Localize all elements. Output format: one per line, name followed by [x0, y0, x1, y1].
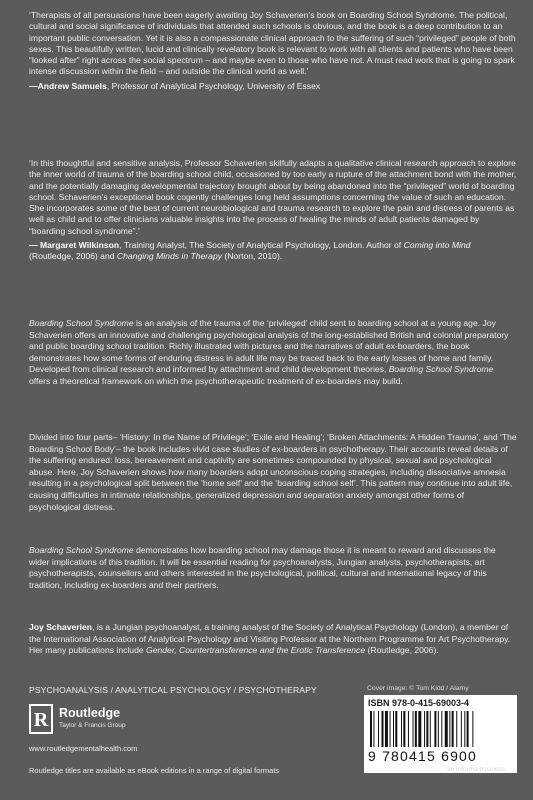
quote-author-role: (Norton, 2010). [222, 251, 283, 262]
quote-attribution [29, 81, 517, 92]
barcode-bar [373, 711, 374, 747]
paragraph-text: (Routledge, 2006). [365, 645, 439, 656]
barcode-bar [449, 711, 450, 747]
publisher-website[interactable]: www.routledgementalhealth.com [29, 744, 138, 753]
barcode-number: 9 780415 6900 [368, 748, 478, 764]
paragraph-text: Divided into four parts– ‘History: In the Name of Privilege’; ‘Exile and Healing’; ‘Broken Attachments: A Hidden Trauma’, and ‘The Boarding School Body’– the book includes vivid case studies of ex-boarders in psychotherapy. Their accounts reveal details of the suffering endured: loss, bereavement and captivity are sometimes compounded by physical, sexual and psychological abuse. Here, Joy Schaverien shows how many boarders adopt unconscious coping strategies, including dissociative amnesia resulting in a psychological split between the ‘home self’ and the ‘boarding school self’. This pattern may continue into adult life, causing difficulties in intimate relationships, generalized depression and separation anxiety amongst other forms of psychological distress. [29, 432, 517, 512]
barcode-bar [461, 711, 462, 747]
barcode-bar [452, 711, 454, 747]
routledge-r-icon [29, 704, 55, 734]
quote-author: —Andrew Samuels [29, 80, 107, 91]
quote-author-role: , Professor of Analytical Psychology, University of Essex [106, 80, 321, 91]
review-quote-samuels [29, 10, 517, 92]
barcode-bar [424, 711, 425, 747]
barcode-bar [464, 711, 465, 747]
barcode-bar [382, 711, 384, 747]
quote-text: ‘In this thoughtful and sensitive analysis, Professor Schaverien skilfully adapts a qualitative clinical research approach to explore the inner world of trauma of the boarding school child, occasioned by too early a rupture of the attachment bond with the mother, and the potentially damaging developmental trajectory brought about by being abandoned into the “privileged” world of boarding school. Schaverien’s exceptional book cogently challenges long held assumptions concerning the value of such an education. She incorporates some of the best of current neurobiological and trauma research to explore the pain and distress of parents as well as child and to offer clinicians valuable insights into the process of healing the minds of adult patients damaged by “boarding school syndrome”.’ [29, 158, 517, 236]
barcode-bar [426, 711, 428, 747]
paragraph-text: offers a theoretical framework on which the psychotherapeutic treatment of ex-boarders may build. [29, 375, 403, 386]
barcode-bar [418, 711, 421, 747]
barcode-bar [370, 711, 372, 747]
informa-tagline: an informa business [447, 766, 506, 773]
description-paragraph-1 [29, 318, 517, 388]
barcode-bar [472, 711, 473, 747]
barcode-bar [467, 711, 469, 747]
review-quote-wilkinson [29, 158, 517, 263]
barcode-bar [390, 711, 391, 747]
description-paragraph-2 [29, 432, 517, 513]
barcode-bar [408, 711, 409, 747]
publisher-group: Taylor & Francis Group [59, 722, 126, 729]
description-paragraph-3 [29, 545, 517, 591]
author-name: Joy Schaverien [29, 622, 93, 632]
barcode-bar [413, 711, 414, 747]
author-bio [29, 622, 517, 657]
barcode-bar [403, 711, 405, 747]
subject-categories: PSYCHOANALYSIS / ANALYTICAL PSYCHOLOGY / PSYCHOTHERAPY [29, 685, 317, 695]
ebook-note: Routledge titles are available as eBook editions in a range of digital formats [29, 766, 280, 775]
paragraph-text: is an analysis of the trauma of the ‘privileged’ child sent to boarding school at a young age. Joy Schaverien offers an innovative and challenging psychological analysis of the long-established British and colonial preparatory and public boarding school tradition. Richly illustrated with pictures and the narratives of adult ex-boarders, the book demonstrates how some forms of enduring distress in adult life may be traced back to the early losses of home and family. Developed from clinical research and informed by attachment and child development theories, [29, 318, 509, 375]
svg-text:R: R [33, 709, 49, 731]
quote-author: — Margaret Wilkinson [29, 240, 120, 251]
barcode-bar [395, 711, 397, 747]
paragraph-text: , is a Jungian psychoanalyst, a training analyst of the Society of Analytical Psychology (London), a member of the International Association of Analytical Psychology and Visiting Professor at the Northern Programme for Art Psychotherapy. Her many publications include [29, 622, 511, 656]
book-title: Boarding School Syndrome [29, 318, 134, 328]
barcode-bar [434, 711, 436, 747]
barcode-bar [401, 711, 402, 747]
isbn-label: ISBN 978-0-415-69003-4 [368, 698, 470, 708]
barcode-bar [445, 711, 448, 747]
barcode-bar [438, 711, 439, 747]
barcode-bar [430, 711, 431, 747]
quote-attribution [29, 240, 517, 263]
barcode-bar [456, 711, 457, 747]
barcode [368, 711, 513, 749]
book-title: Changing Minds in Therapy [116, 251, 223, 262]
barcode-bar [385, 711, 388, 747]
paragraph-text: demonstrates how boarding school may damage those it is meant to reward and discusses the wider implications of this tradition. It will be essential reading for psychoanalysts, Jungian analysts, psychotherapists, art psychotherapists, counsellors and others interested in the psychological, political, cultural and international legacy of this tradition, including ex-boarders and their partners. [29, 545, 496, 590]
book-title: Gender, Countertransference and the Erotic Transference [146, 645, 366, 656]
barcode-panel [364, 695, 517, 773]
barcode-bar [415, 711, 417, 747]
barcode-bar [378, 711, 379, 747]
routledge-logo [29, 704, 169, 736]
quote-author-role: , Training Analyst, The Society of Analytical Psychology, London. Author of [119, 240, 404, 251]
barcode-bar [441, 711, 442, 747]
quote-author-role: (Routledge, 2006) and [29, 251, 117, 262]
cover-image-credit: Cover image: © Tom Kidd / Alamy [367, 685, 469, 692]
book-title: Coming into Mind [403, 240, 471, 251]
book-title: Boarding School Syndrome [388, 364, 494, 375]
publisher-name: Routledge [59, 706, 121, 720]
quote-text: ‘Therapists of all persuasions have been eagerly awaiting Joy Schaverien’s book on Boarding School Syndrome. The political, cultural and social significance of individuals that attended such schools is obvious, and the book is a deep contribution to an important public conversation. Yet it is also a compassionate clinical approach to the suffering of such “privileged” people of both sexes. This beautifully written, lucid and clinically revelatory book is relevant to work with all clients and patients who have been “looked after” right across the social spectrum – and maybe even to those who have not. A must read work that is going to spark intense discussion within the field – and outside the clinical world as well.’ [29, 10, 516, 77]
book-title: Boarding School Syndrome [29, 545, 134, 555]
barcode-bar [393, 711, 394, 747]
